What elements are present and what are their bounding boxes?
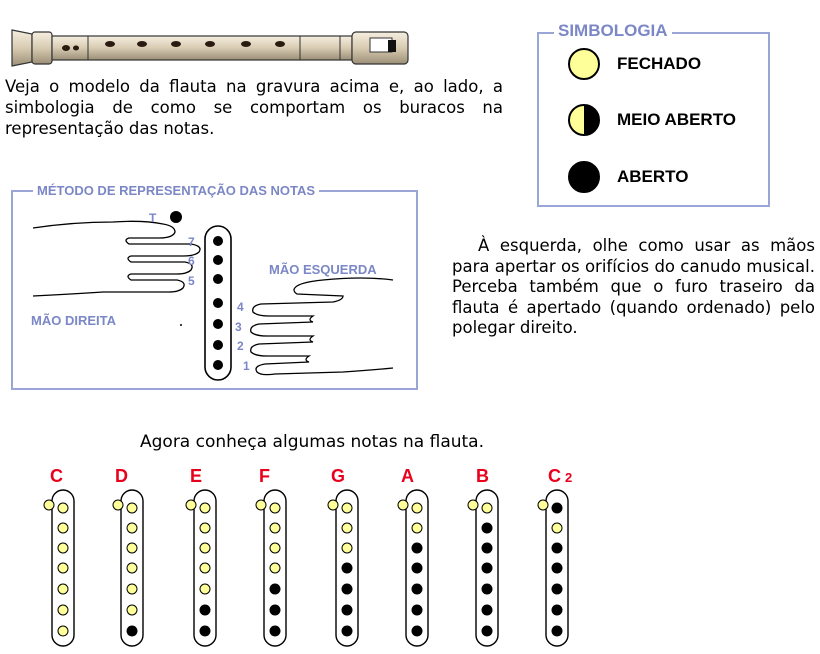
finger-hole-7 (412, 626, 422, 636)
finger-hole-5 (58, 584, 68, 594)
notes-caption: Agora conheça algumas notas na flauta. (140, 432, 485, 452)
flute-body (194, 490, 216, 646)
symbology-box (537, 21, 770, 207)
finger-hole-5 (270, 584, 280, 594)
finger-hole-4 (200, 563, 210, 573)
note-label-5 (331, 466, 345, 487)
flute-body (264, 490, 286, 646)
finger-hole-6 (127, 605, 137, 615)
finger-hole-3 (412, 543, 422, 553)
finger-hole-5 (552, 584, 562, 594)
finger-hole-4 (58, 563, 68, 573)
finger-hole-6 (412, 605, 422, 615)
symbology-title: SIMBOLOGIA (554, 21, 672, 41)
finger-hole-6 (270, 605, 280, 615)
thumb-hole (113, 500, 123, 510)
finger-hole-2 (200, 523, 210, 533)
legend-half-open-label: MEIO ABERTO (617, 110, 737, 129)
note-label-6 (401, 466, 414, 487)
thumb-hole (398, 500, 408, 510)
finger-hole-7 (200, 626, 210, 636)
finger-hole-6 (342, 605, 352, 615)
finger-hole-4 (342, 563, 352, 573)
note-label-2 (115, 466, 128, 487)
finger-number-7: 7 (188, 235, 195, 249)
finger-hole-5 (200, 584, 210, 594)
note-label-3 (190, 466, 202, 487)
note-label-1 (50, 466, 63, 487)
hands-explanation-paragraph: À esquerda, olhe como usar as mãos para apertar os orifícios do canudo musical. Perceba também que o furo traseiro da flauta é apertado (quando ordenado) pelo polegar direito. (452, 236, 815, 337)
finger-hole-7 (552, 626, 562, 636)
finger-hole-6 (200, 605, 210, 615)
finger-hole-4 (552, 563, 562, 573)
finger-hole-2 (552, 523, 562, 533)
finger-hole-4 (412, 563, 422, 573)
finger-hole-4 (270, 563, 280, 573)
note-name: D (115, 466, 128, 486)
finger-hole-4 (482, 563, 492, 573)
finger-hole-6 (482, 605, 492, 615)
finger-hole-6 (552, 605, 562, 615)
diagram-thumb-hole (170, 211, 182, 223)
half-open-hole-icon (567, 103, 601, 137)
note-label-7 (476, 466, 489, 487)
thumb-hole (328, 500, 338, 510)
finger-hole-6 (58, 605, 68, 615)
finger-hole-1 (127, 503, 137, 513)
finger-hole-2 (270, 523, 280, 533)
thumb-hole (186, 500, 196, 510)
legend-open-label: ABERTO (617, 167, 689, 186)
finger-number-5: 5 (188, 274, 195, 288)
method-box (11, 183, 418, 390)
finger-hole-7 (270, 626, 280, 636)
intro-paragraph: Veja o modelo da flauta na gravura acima e, ao lado, a simbologia de como se comportam os buracos na representação das notas. (5, 77, 503, 138)
note-name: C (548, 466, 561, 486)
finger-hole-5 (412, 584, 422, 594)
right-hand-illustration (33, 221, 200, 296)
finger-hole-1 (58, 503, 68, 513)
hands-diagram (13, 192, 416, 388)
finger-hole-7 (342, 626, 352, 636)
note-name: G (331, 466, 346, 486)
finger-hole-2 (412, 523, 422, 533)
finger-hole-3 (342, 543, 352, 553)
note-name: F (259, 466, 270, 486)
finger-hole-3 (270, 543, 280, 553)
finger-number-6: 6 (188, 254, 195, 268)
finger-hole-3 (552, 543, 562, 553)
finger-hole-2 (342, 523, 352, 533)
note-label-8 (548, 466, 572, 487)
flute-body (476, 490, 498, 646)
note-name: A (401, 466, 414, 486)
finger-hole-1 (482, 503, 492, 513)
note-label-4 (259, 466, 270, 487)
finger-number-4: 4 (237, 300, 244, 314)
finger-number-1: 1 (243, 359, 250, 373)
legend-closed-label: FECHADO (617, 54, 702, 73)
closed-hole-icon (567, 47, 601, 81)
right-hand-label: MÃO DIREITA (31, 313, 116, 328)
thumb-label: T (149, 211, 157, 225)
thumb-hole (256, 500, 266, 510)
finger-hole-1 (270, 503, 280, 513)
open-hole-icon (567, 160, 601, 194)
finger-hole-7 (127, 626, 137, 636)
finger-hole-1 (552, 503, 562, 513)
finger-hole-1 (200, 503, 210, 513)
finger-hole-2 (482, 523, 492, 533)
left-hand-label: MÃO ESQUERDA (269, 262, 377, 277)
finger-hole-1 (412, 503, 422, 513)
note-name: E (190, 466, 203, 486)
left-hand-illustration (251, 278, 393, 375)
finger-number-2: 2 (237, 339, 244, 353)
thumb-hole (44, 500, 54, 510)
finger-number-3: 3 (235, 320, 242, 334)
finger-hole-3 (127, 543, 137, 553)
note-name: B (476, 466, 489, 486)
finger-hole-3 (200, 543, 210, 553)
finger-hole-5 (482, 584, 492, 594)
finger-hole-5 (342, 584, 352, 594)
flute-body (121, 490, 143, 646)
flute-body (546, 490, 568, 646)
finger-hole-1 (342, 503, 352, 513)
finger-hole-2 (127, 523, 137, 533)
flute-body (406, 490, 428, 646)
finger-hole-4 (127, 563, 137, 573)
recorder-flute-image (10, 26, 410, 70)
note-octave-subscript: 2 (565, 470, 573, 485)
thumb-hole (468, 500, 478, 510)
finger-hole-5 (127, 584, 137, 594)
finger-hole-3 (482, 543, 492, 553)
method-title: MÉTODO DE REPRESENTAÇÃO DAS NOTAS (33, 183, 319, 198)
thumb-hole (538, 500, 548, 510)
finger-hole-2 (58, 523, 68, 533)
note-name: C (50, 466, 63, 486)
finger-hole-7 (482, 626, 492, 636)
flute-body (336, 490, 358, 646)
flute-body (52, 490, 74, 646)
finger-hole-3 (58, 543, 68, 553)
finger-hole-7 (58, 626, 68, 636)
